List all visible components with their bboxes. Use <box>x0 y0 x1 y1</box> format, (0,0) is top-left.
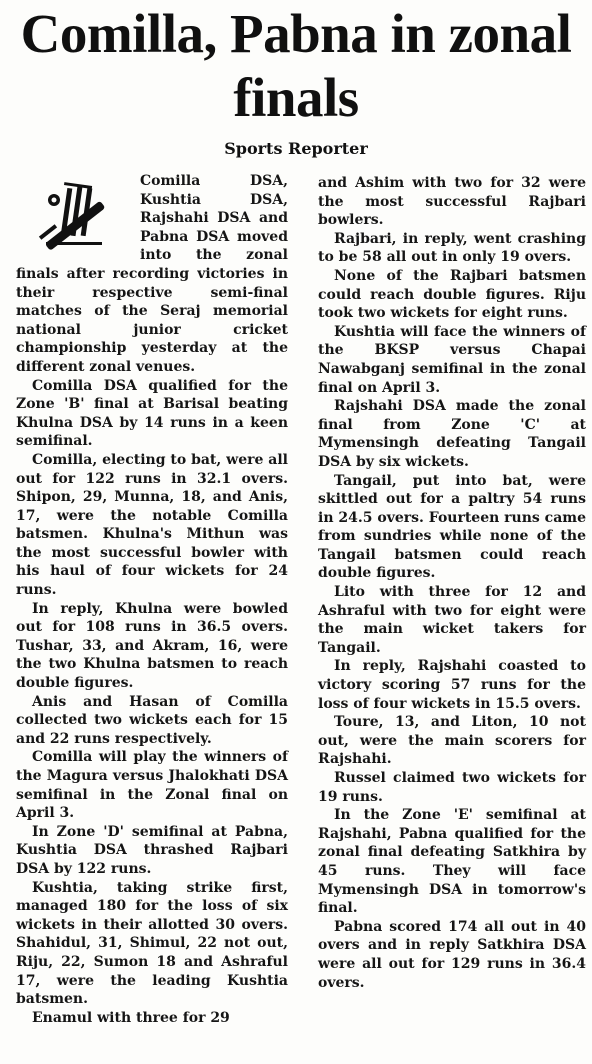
headline: Comilla, Pabna in zonal finals <box>20 3 572 128</box>
paragraph: Kushtia, taking strike first, managed 180 for the loss of six wickets in their allotted 30 overs. Shahidul, 31, Shimul, 22 not out, Riju, 22, Sumon 18 and Ashraful 17, were the leading Kushtia batsmen. <box>16 879 288 1008</box>
paragraph: In reply, Rajshahi coasted to victory scoring 57 runs for the loss of four wickets in 15.5 overs. <box>318 658 586 712</box>
paragraph: Russel claimed two wickets for 19 runs. <box>318 770 586 805</box>
paragraph: Comilla, electing to bat, were all out for 122 runs in 32.1 overs. Shipon, 29, Munna, 18, and Anis, 17, were the notable Comilla batsmen. Khulna's Mithun was the most successful bowler with his haul of four wickets for 24 runs. <box>16 451 288 599</box>
paragraph: Enamul with three for 29 <box>32 1009 230 1026</box>
cricket-bats-wickets-icon <box>16 174 134 262</box>
paragraph: Comilla DSA qualified for the Zone 'B' final at Barisal beating Khulna DSA by 14 runs in a keen semifinal. <box>16 377 288 450</box>
article-column-left <box>16 172 288 1027</box>
paragraph: In Zone 'D' semifinal at Pabna, Kushtia DSA thrashed Rajbari DSA by 122 runs. <box>16 823 288 877</box>
paragraph: In reply, Khulna were bowled out for 108 runs in 36.5 overs. Tushar, 33, and Akram, 16, were the two Khulna batsmen to reach double figures. <box>16 600 288 692</box>
paragraph: and Ashim with two for 32 were the most successful Rajbari bowlers. <box>318 175 586 229</box>
paragraph: Rajshahi DSA made the zonal final from Zone 'C' at Mymensingh defeating Tangail DSA by six wickets. <box>318 398 586 470</box>
paragraph: Anis and Hasan of Comilla collected two wickets each for 15 and 22 runs respectively. <box>16 693 288 747</box>
paragraph: Pabna scored 174 all out in 40 overs and in reply Satkhira DSA were all out for 129 runs in 36.4 overs. <box>318 918 586 991</box>
paragraph: Comilla DSA, Kushtia DSA, Rajshahi DSA and Pabna DSA moved into the zonal finals after recording victories in their respective semi-final matches of the Seraj memorial national junior cricket championship yesterday at the different zonal venues. <box>16 173 288 375</box>
paragraph: Comilla will play the winners of the Magura versus Jhalokhati DSA semifinal in the Zonal final on April 3. <box>16 749 288 822</box>
paragraph: Tangail, put into bat, were skittled out for a paltry 54 runs in 24.5 overs. Fourteen runs came from sundries while none of the Tangail batsmen could reach double figures. <box>318 472 586 582</box>
paragraph: Toure, 13, and Liton, 10 not out, were the main scorers for Rajshahi. <box>318 714 586 768</box>
byline: Sports Reporter <box>224 139 368 158</box>
paragraph: Lito with three for 12 and Ashraful with two for eight were the main wicket takers for Tangail. <box>318 584 586 656</box>
paragraph: Kushtia will face the winners of the BKSP versus Chapai Nawabganj semifinal in the zonal final on April 3. <box>318 323 586 396</box>
paragraph: Rajbari, in reply, went crashing to be 58 all out in only 19 overs. <box>318 230 586 266</box>
paragraph: In the Zone 'E' semifinal at Rajshahi, Pabna qualified for the zonal final defeating Satkhira by 45 runs. They will face Mymensingh DSA in tomorrow's final. <box>318 807 586 917</box>
paragraph: None of the Rajbari batsmen could reach double figures. Riju took two wickets for eight runs. <box>318 267 586 322</box>
article-column-right <box>318 174 586 992</box>
